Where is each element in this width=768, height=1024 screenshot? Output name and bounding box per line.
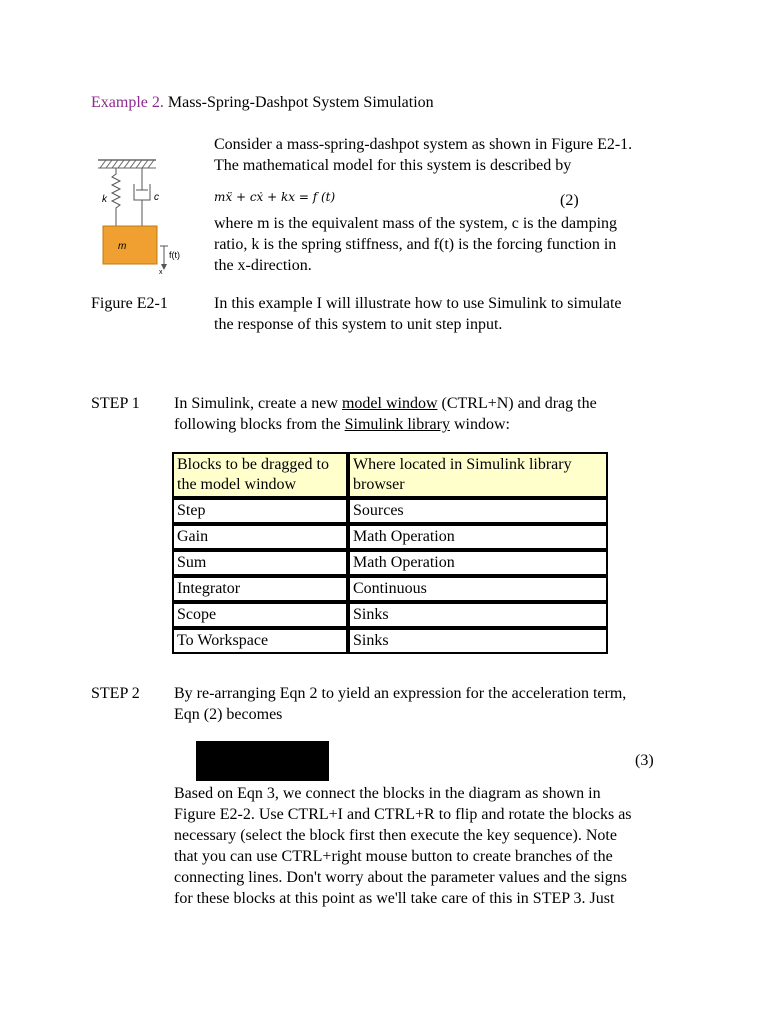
example-title: Mass-Spring-Dashpot System Simulation (167, 94, 434, 111)
mass-spring-dashpot-figure (90, 150, 200, 275)
step-1-line-2 (174, 414, 644, 435)
intro-line-1: Consider a mass-spring-dashpot system as shown in Figure E2-1. (214, 136, 633, 153)
table-cell-location: Math Operation (348, 524, 608, 550)
mass-label: m (118, 241, 127, 252)
step-1-text-c: following blocks from the (174, 416, 345, 433)
step-2-label: STEP 2 (91, 685, 140, 702)
spring-shape (112, 168, 120, 226)
blocks-table (172, 452, 608, 654)
simulink-library-link[interactable]: Simulink library (344, 416, 450, 433)
table-row (172, 524, 608, 550)
step-1-line-1 (174, 393, 644, 414)
where-line-2: ratio, k is the spring stiffness, and f(t) is the forcing function in (214, 236, 617, 253)
mass-block (103, 226, 157, 264)
step-2-body-line: necessary (select the block first then execute the key sequence). Note (174, 827, 617, 844)
example-heading (91, 94, 434, 112)
damping-label: c (154, 192, 159, 203)
step-1-text-a: In Simulink, create a new (174, 395, 342, 412)
ceiling-hatch (100, 160, 154, 168)
step-1-label: STEP 1 (91, 395, 140, 412)
table-row (172, 628, 608, 654)
model-window-link[interactable]: model window (341, 395, 438, 412)
table-cell-block: Step (172, 498, 348, 524)
step-2-body-line: that you can use CTRL+right mouse button to create branches of the (174, 848, 613, 865)
redacted-equation-3 (196, 741, 329, 781)
step-2-line-2: Eqn (2) becomes (174, 706, 283, 723)
step-2-body-line: for these blocks at this point as we'll take care of this in STEP 3. Just (174, 890, 615, 907)
force-label: f(t) (169, 250, 180, 260)
table-cell-block: Scope (172, 602, 348, 628)
step-2-body-line: Figure E2-2. Use CTRL+I and CTRL+R to flip and rotate the blocks as (174, 806, 632, 823)
table-cell-location: Continuous (348, 576, 608, 602)
where-line-3: the x-direction. (214, 257, 312, 274)
equation-2: mẍ + cẋ + kx = f (t) (214, 190, 336, 204)
step-2-body-line: connecting lines. Don't worry about the parameter values and the signs (174, 869, 627, 886)
step-1-text-d: window: (449, 416, 510, 433)
step-2-body-line: Based on Eqn 3, we connect the blocks in the diagram as shown in (174, 785, 601, 802)
table-cell-location: Sources (348, 498, 608, 524)
table-header-location: Where located in Simulink library browser (348, 452, 608, 498)
step-2-line-1: By re-arranging Eqn 2 to yield an expression for the acceleration term, (174, 685, 627, 702)
table-cell-location: Sinks (348, 628, 608, 654)
spring-constant-label: k (102, 194, 107, 205)
x-direction-label: x (159, 269, 163, 275)
step-1-text-b: (CTRL+N) and drag the (437, 395, 597, 412)
table-cell-block: Sum (172, 550, 348, 576)
table-header-row (172, 452, 608, 498)
illustrate-line-1: In this example I will illustrate how to use Simulink to simulate (214, 295, 622, 312)
table-cell-location: Sinks (348, 602, 608, 628)
table-row (172, 498, 608, 524)
table-cell-block: Gain (172, 524, 348, 550)
table-cell-block: To Workspace (172, 628, 348, 654)
example-number: Example 2. (91, 94, 164, 111)
table-header-blocks: Blocks to be dragged to the model window (172, 452, 348, 498)
table-row (172, 602, 608, 628)
table-row (172, 576, 608, 602)
equation-2-number: (2) (560, 192, 579, 209)
table-row (172, 550, 608, 576)
figure-caption: Figure E2-1 (91, 295, 168, 312)
intro-line-2: The mathematical model for this system is described by (214, 157, 572, 174)
equation-3-number: (3) (635, 752, 654, 769)
dashpot-shape (134, 168, 150, 226)
table-cell-location: Math Operation (348, 550, 608, 576)
where-line-1: where m is the equivalent mass of the system, c is the damping (214, 215, 618, 232)
table-cell-block: Integrator (172, 576, 348, 602)
illustrate-line-2: the response of this system to unit step input. (214, 316, 503, 333)
